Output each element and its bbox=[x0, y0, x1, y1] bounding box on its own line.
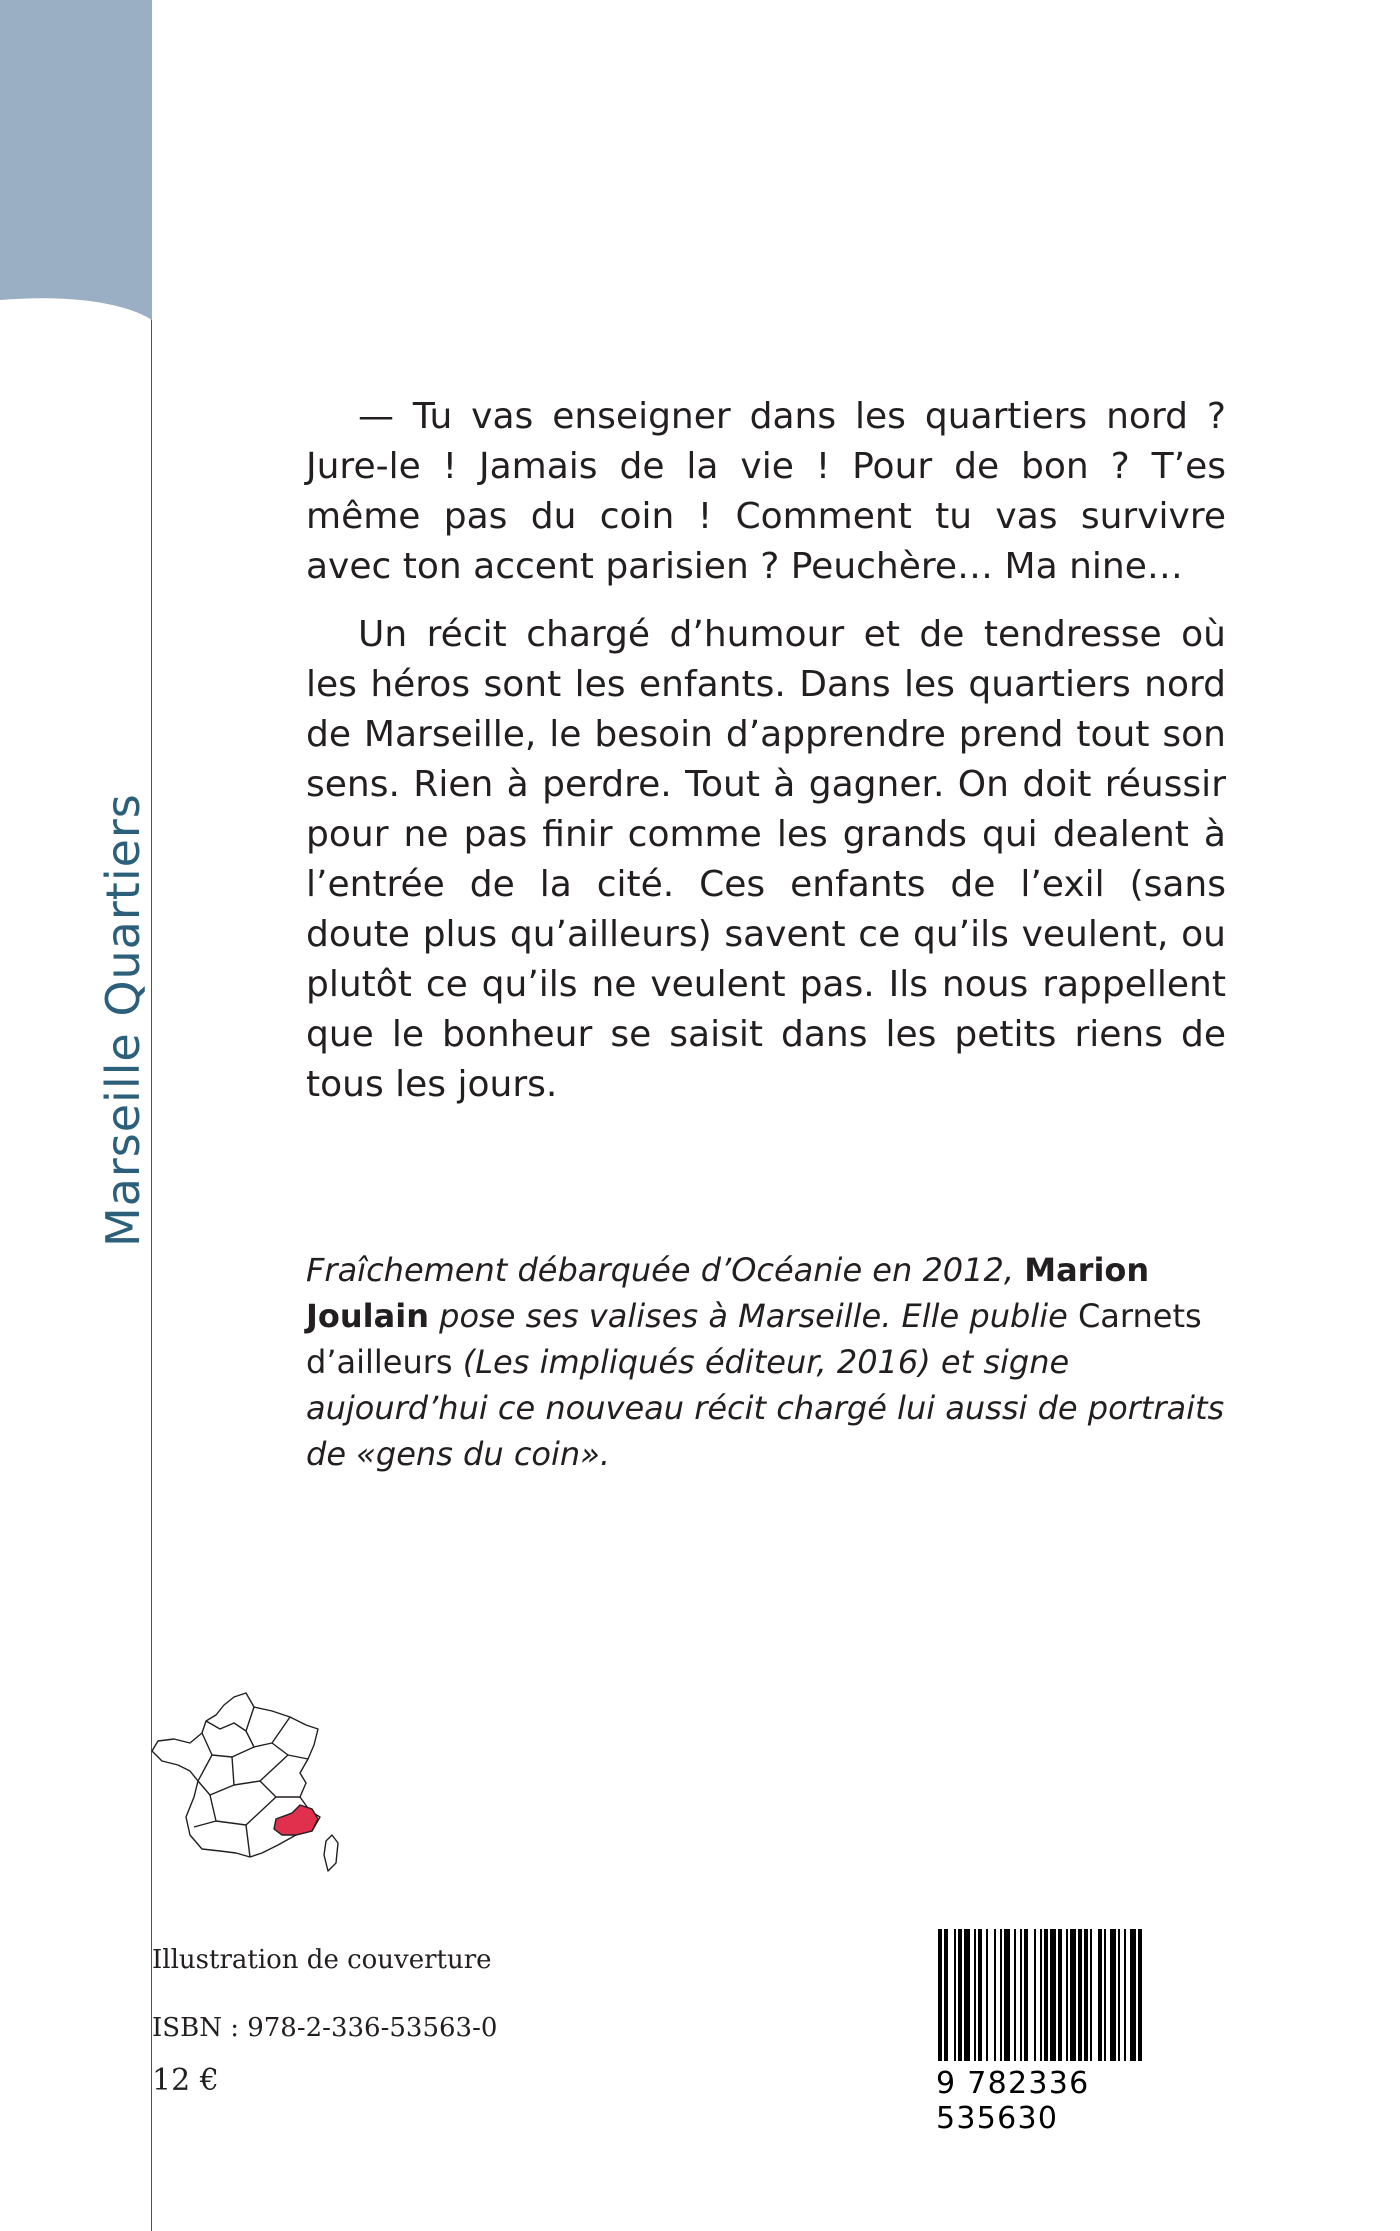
isbn-text: ISBN : 978-2-336-53563-0 bbox=[152, 2013, 498, 2043]
barcode-bar bbox=[1084, 1929, 1088, 2061]
barcode-bar bbox=[1110, 1929, 1116, 2061]
blurb-dialogue-paragraph: — Tu vas enseigner dans les quartiers nord ? Jure-le ! Jamais de la vie ! Pour de bon ? T’es même pas du coin ! Comment tu vas survivre avec ton accent parisien ? Peuchère… Ma nine… bbox=[306, 396, 1226, 587]
book-title: Carnets d’ailleurs bbox=[306, 1297, 1202, 1381]
barcode-bar bbox=[1130, 1929, 1136, 2061]
barcode-bar bbox=[1070, 1929, 1076, 2061]
barcode-digits: 9 782336 535630 bbox=[936, 2066, 1090, 2136]
barcode-bar bbox=[1098, 1929, 1102, 2061]
region-border bbox=[246, 1825, 250, 1857]
barcode-bar bbox=[938, 1929, 942, 2061]
barcode-bar bbox=[944, 1929, 948, 2061]
region-border bbox=[212, 1747, 254, 1757]
barcode-icon bbox=[934, 1929, 1216, 2065]
barcode-bar bbox=[1104, 1929, 1106, 2061]
author-name: Marion Joulain bbox=[306, 1251, 1150, 1335]
region-border bbox=[216, 1797, 276, 1825]
barcode-bar bbox=[986, 1929, 988, 2061]
barcode-bar bbox=[1138, 1929, 1142, 2061]
region-border bbox=[194, 1795, 216, 1827]
region-border bbox=[206, 1707, 254, 1731]
barcode-bar bbox=[1004, 1929, 1010, 2061]
barcode-bar bbox=[1000, 1929, 1002, 2061]
barcode-bar bbox=[1118, 1929, 1120, 2061]
bio-part-3: (Les impliqués éditeur, 2016) et signe aujourd’hui ce nouveau récit chargé lui aussi de portraits de «gens du coin». bbox=[306, 1343, 1225, 1473]
barcode-bar bbox=[1034, 1929, 1036, 2061]
barcode-bar bbox=[1058, 1929, 1062, 2061]
barcode-bar bbox=[1020, 1929, 1022, 2061]
barcode-bar bbox=[994, 1929, 996, 2061]
series-title-text: Marseille Quartiers bbox=[96, 793, 150, 1247]
barcode-bar bbox=[978, 1929, 982, 2061]
region-border bbox=[198, 1757, 234, 1795]
spine-wave-decoration bbox=[0, 0, 152, 320]
blurb bbox=[306, 392, 1226, 1110]
blurb-summary-paragraph: Un récit chargé d’humour et de tendresse où les héros sont les enfants. Dans les quartiers nord de Marseille, le besoin d’apprendre prend tout son sens. Rien à perdre. Tout à gagner. On doit réussir pour ne pas finir comme les grands qui dealent à l’entrée de la cité. Ces enfants de l’exil (sans doute plus qu’ailleurs) savent ce qu’ils veulent, ou plutôt ce qu’ils ne veulent pas. Ils nous rappellent que le bonheur se saisit dans les petits riens de tous les jours. bbox=[306, 614, 1226, 1105]
bio-part-1: Fraîchement débarquée d’Océanie en 2012, bbox=[306, 1251, 1015, 1289]
barcode-bar bbox=[1024, 1929, 1028, 2061]
corsica bbox=[324, 1835, 338, 1871]
cover-illustration-credit: Illustration de couverture bbox=[152, 1945, 492, 1975]
barcode-bar bbox=[1040, 1929, 1042, 2061]
barcode-bar bbox=[954, 1929, 956, 2061]
barcode-bar bbox=[1044, 1929, 1048, 2061]
paca-highlighted-region bbox=[274, 1805, 318, 1835]
region-border bbox=[272, 1743, 308, 1759]
barcode-bar bbox=[1014, 1929, 1016, 2061]
bio-part-2: pose ses valises à Marseille. Elle publie bbox=[439, 1297, 1068, 1335]
price-text: 12 € bbox=[152, 2063, 219, 2098]
barcode-bar bbox=[958, 1929, 962, 2061]
france-map-icon bbox=[150, 1685, 350, 1885]
barcode-bar bbox=[1066, 1929, 1068, 2061]
barcode-bar bbox=[1124, 1929, 1126, 2061]
region-border bbox=[260, 1781, 300, 1797]
region-border bbox=[246, 1717, 290, 1747]
region-border bbox=[234, 1755, 288, 1785]
barcode-bar bbox=[1078, 1929, 1082, 2061]
barcode-bar bbox=[1090, 1929, 1092, 2061]
barcode-bar bbox=[964, 1929, 970, 2061]
author-bio bbox=[306, 1247, 1226, 1477]
region-border bbox=[198, 1733, 212, 1781]
barcode-bar bbox=[1050, 1929, 1056, 2061]
barcode-bar bbox=[974, 1929, 976, 2061]
